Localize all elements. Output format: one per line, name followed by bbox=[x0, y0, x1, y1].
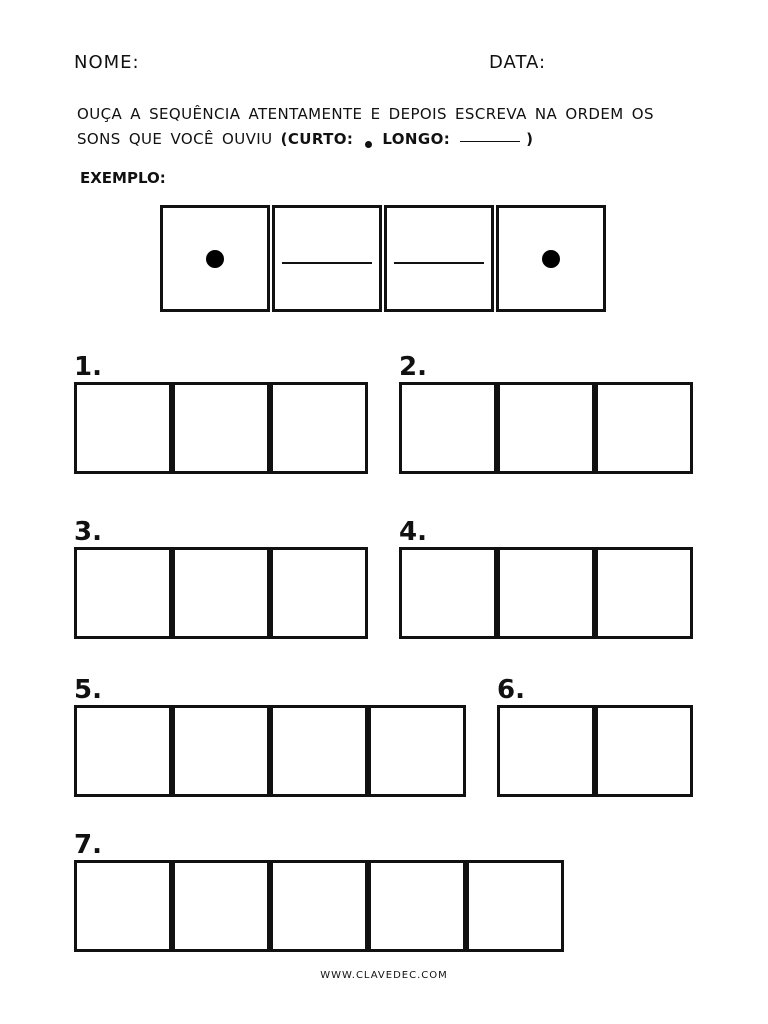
short-sound-dot-icon bbox=[206, 250, 224, 268]
exercise-number: 6. bbox=[497, 675, 525, 705]
instruction-line-1: OUÇA A SEQUÊNCIA ATENTAMENTE E DEPOIS ESCREVA NA ORDEM OS bbox=[77, 105, 654, 123]
name-label: NOME: bbox=[74, 52, 140, 73]
answer-box[interactable] bbox=[172, 547, 270, 639]
answer-box[interactable] bbox=[466, 860, 564, 952]
answer-box[interactable] bbox=[270, 547, 368, 639]
answer-box[interactable] bbox=[595, 382, 693, 474]
long-sound-line-icon bbox=[282, 262, 372, 264]
example-box bbox=[496, 205, 606, 312]
long-sound-line-icon bbox=[394, 262, 484, 264]
answer-box[interactable] bbox=[368, 705, 466, 797]
answer-box[interactable] bbox=[497, 547, 595, 639]
example-box bbox=[272, 205, 382, 312]
exercise-number: 7. bbox=[74, 830, 102, 860]
example-box bbox=[160, 205, 270, 312]
answer-box[interactable] bbox=[399, 382, 497, 474]
answer-box[interactable] bbox=[270, 382, 368, 474]
exercise-number: 5. bbox=[74, 675, 102, 705]
footer-website: WWW.CLAVEDEC.COM bbox=[320, 970, 448, 981]
short-label: (CURTO: bbox=[280, 130, 354, 148]
answer-box[interactable] bbox=[270, 860, 368, 952]
answer-box[interactable] bbox=[399, 547, 497, 639]
answer-box[interactable] bbox=[172, 705, 270, 797]
short-sound-dot-icon bbox=[542, 250, 560, 268]
short-dot-icon bbox=[365, 141, 372, 148]
answer-box[interactable] bbox=[368, 860, 466, 952]
answer-box[interactable] bbox=[74, 382, 172, 474]
long-label: LONGO: bbox=[382, 130, 451, 148]
exercise-number: 3. bbox=[74, 517, 102, 547]
answer-box[interactable] bbox=[74, 705, 172, 797]
answer-box[interactable] bbox=[497, 382, 595, 474]
answer-box[interactable] bbox=[172, 382, 270, 474]
answer-box[interactable] bbox=[74, 547, 172, 639]
example-box bbox=[384, 205, 494, 312]
instruction-line-2 bbox=[77, 130, 533, 148]
exercise-number: 4. bbox=[399, 517, 427, 547]
exercise-number: 1. bbox=[74, 352, 102, 382]
answer-box[interactable] bbox=[497, 705, 595, 797]
close-paren: ) bbox=[526, 130, 534, 148]
answer-box[interactable] bbox=[74, 860, 172, 952]
answer-box[interactable] bbox=[270, 705, 368, 797]
answer-box[interactable] bbox=[595, 547, 693, 639]
example-label: EXEMPLO: bbox=[80, 169, 166, 187]
long-line-icon bbox=[460, 141, 520, 142]
instruction-line-2-text: SONS QUE VOCÊ OUVIU bbox=[77, 130, 273, 148]
date-label: DATA: bbox=[489, 52, 547, 73]
answer-box[interactable] bbox=[172, 860, 270, 952]
exercise-number: 2. bbox=[399, 352, 427, 382]
answer-box[interactable] bbox=[595, 705, 693, 797]
